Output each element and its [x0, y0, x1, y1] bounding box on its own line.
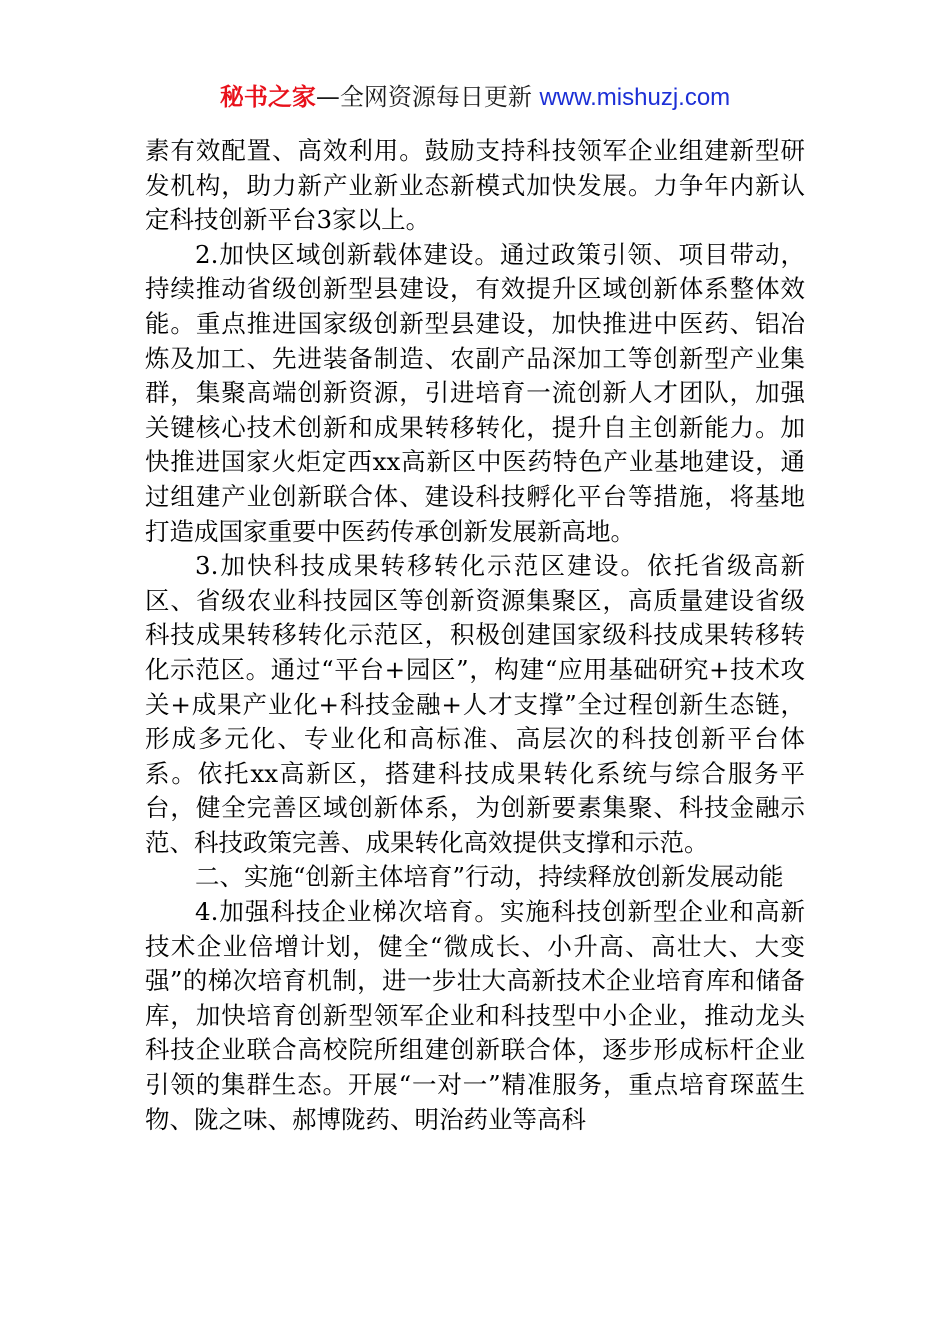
- site-link[interactable]: www.mishuzj.com: [539, 84, 731, 111]
- document-body: [145, 134, 805, 1137]
- brand-name: 秘书之家: [219, 83, 316, 111]
- paragraph-item-3: 3.加快科技成果转移转化示范区建设。依托省级高新区、省级农业科技园区等创新资源集聚区，高质量建设省级科技成果转移转化示范区，积极创建国家级科技成果转移转化示范区。通过“平台+园区”，构建“应用基础研究+技术攻关+成果产业化+科技金融+人才支撑”全过程创新生态链，形成多元化、专业化和高标准、高层次的科技创新平台体系。依托xx高新区，搭建科技成果转化系统与综合服务平台，健全完善区域创新体系，为创新要素集聚、科技金融示范、科技政策完善、成果转化高效提供支撑和示范。: [145, 551, 805, 857]
- header-tagline: —全网资源每日更新: [315, 83, 540, 111]
- paragraph-continuation: 素有效配置、高效利用。鼓励支持科技领军企业组建新型研发机构，助力新产业新业态新模式加快发展。力争年内新认定科技创新平台3家以上。: [145, 136, 805, 235]
- section-heading: 二、实施“创新主体培育”行动，持续释放创新发展动能: [195, 862, 784, 892]
- paragraph-item-4: 4.加强科技企业梯次培育。实施科技创新型企业和高新技术企业倍增计划，健全“微成长、小升高、高壮大、大变强”的梯次培育机制，进一步壮大高新技术企业培育库和储备库，加快培育创新型领军企业和科技型中小企业，推动龙头科技企业联合高校院所组建创新联合体，逐步形成标杆企业引领的集群生态。开展“一对一”精准服务，重点培育琛蓝生物、陇之味、郝博陇药、明治药业等高科: [145, 897, 805, 1134]
- page-header: [0, 80, 950, 115]
- paragraph-item-2: 2.加快区域创新载体建设。通过政策引领、项目带动，持续推动省级创新型县建设，有效提升区域创新体系整体效能。重点推进国家级创新型县建设，加快推进中医药、铝冶炼及加工、先进装备制造、农副产品深加工等创新型产业集群，集聚高端创新资源，引进培育一流创新人才团队，加强关键核心技术创新和成果转移转化，提升自主创新能力。加快推进国家火炬定西xx高新区中医药特色产业基地建设，通过组建产业创新联合体、建设科技孵化平台等措施，将基地打造成国家重要中医药传承创新发展新高地。: [145, 239, 805, 546]
